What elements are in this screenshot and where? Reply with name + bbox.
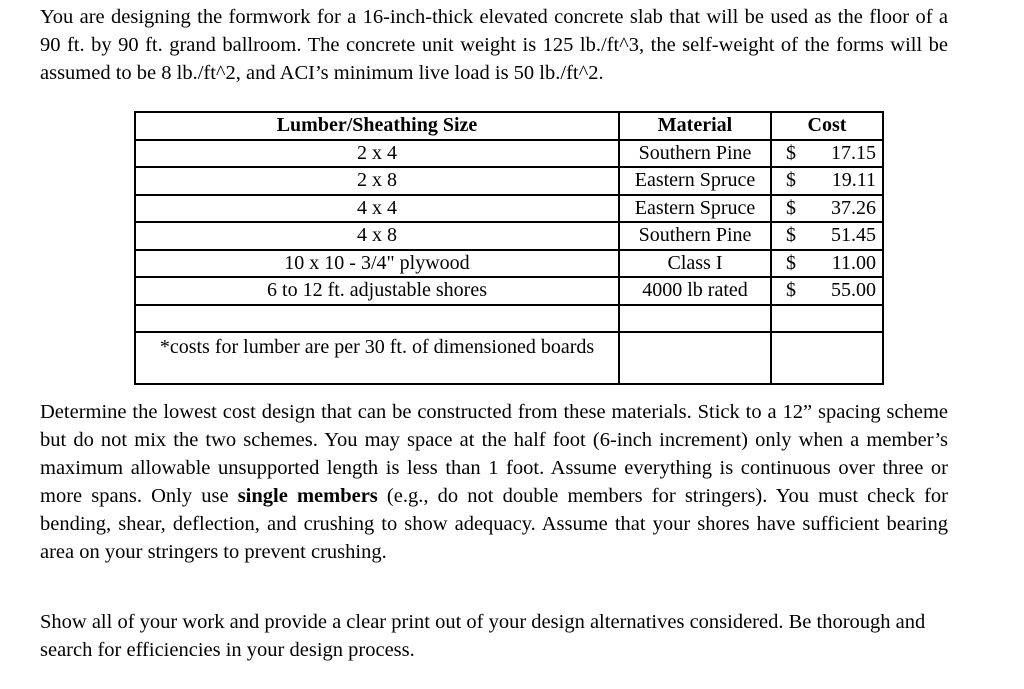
size-cell: 2 x 8	[357, 169, 397, 191]
header-material: Material	[657, 114, 733, 136]
intro-paragraph: You are designing the formwork for a 16-inch-thick elevated concrete slab that will be used as the floor of a 90 ft. by 90 ft. grand ballroom. The concrete unit weight is 125 lb./ft^3, the self-weight of the forms will be assumed to be 8 lb./ft^2, and ACI’s minimum live load is 50 lb./ft^2.	[40, 6, 948, 84]
cost-cell: 11.00	[831, 251, 876, 274]
instructions-text-1: Determine the lowest cost design that can be constructed from these materials. Stick to a 12” spacing scheme but do not mix the two schemes. You may space at the half foot (6-inch increment) only when a member’s maximum allowable unsupported length is less than 1 foot. Assume everything is continuous over three or more spans. Only use	[40, 401, 948, 507]
material-cell: Southern Pine	[638, 141, 752, 164]
table-row	[135, 140, 883, 168]
size-cell: 2 x 4	[357, 141, 397, 164]
table-row	[135, 195, 883, 223]
currency-symbol: $	[786, 196, 796, 219]
instructions-bold-text: single members	[237, 485, 378, 507]
table-row	[135, 277, 883, 305]
material-cell: 4000 lb rated	[642, 279, 748, 301]
size-cell: 4 x 8	[357, 224, 397, 246]
material-cell: Eastern Spruce	[634, 169, 756, 191]
size-cell: 6 to 12 ft. adjustable shores	[267, 279, 487, 301]
instructions-paragraph	[40, 398, 948, 566]
table-row	[135, 250, 883, 278]
cost-cell: 19.11	[831, 169, 876, 191]
cost-cell: 55.00	[831, 279, 876, 301]
currency-symbol: $	[786, 279, 796, 301]
size-cell: 4 x 4	[357, 196, 397, 219]
currency-symbol: $	[786, 224, 796, 246]
material-cell: Southern Pine	[638, 224, 752, 246]
material-cell: Eastern Spruce	[634, 196, 756, 219]
cost-cell: 17.15	[831, 141, 876, 164]
closing-paragraph: Show all of your work and provide a clear print out of your design alternatives considered. Be thorough and search for efficiencies in your design process.	[40, 611, 926, 661]
size-cell: 10 x 10 - 3/4" plywood	[284, 251, 470, 274]
table-header-row	[135, 112, 883, 140]
material-cell: Class I	[667, 251, 723, 274]
cost-cell: 37.26	[831, 196, 876, 219]
lumber-cost-note: *costs for lumber are per 30 ft. of dimensioned boards	[159, 335, 595, 358]
header-size: Lumber/Sheathing Size	[276, 114, 478, 136]
currency-symbol: $	[786, 169, 796, 191]
table-row	[135, 167, 883, 195]
header-cost: Cost	[807, 114, 847, 136]
table-note-row	[135, 332, 883, 384]
instructions-text-2: (e.g., do not double members for stringers). You must check for bending, shear, deflection, and crushing to show adequacy. Assume that your shores have sufficient bearing area on your stringers to prevent crushing.	[40, 485, 948, 563]
table-row	[135, 222, 883, 250]
materials-table	[134, 111, 884, 385]
currency-symbol: $	[786, 251, 796, 274]
currency-symbol: $	[786, 141, 796, 164]
cost-cell: 51.45	[831, 224, 876, 246]
table-empty-row	[135, 305, 883, 332]
